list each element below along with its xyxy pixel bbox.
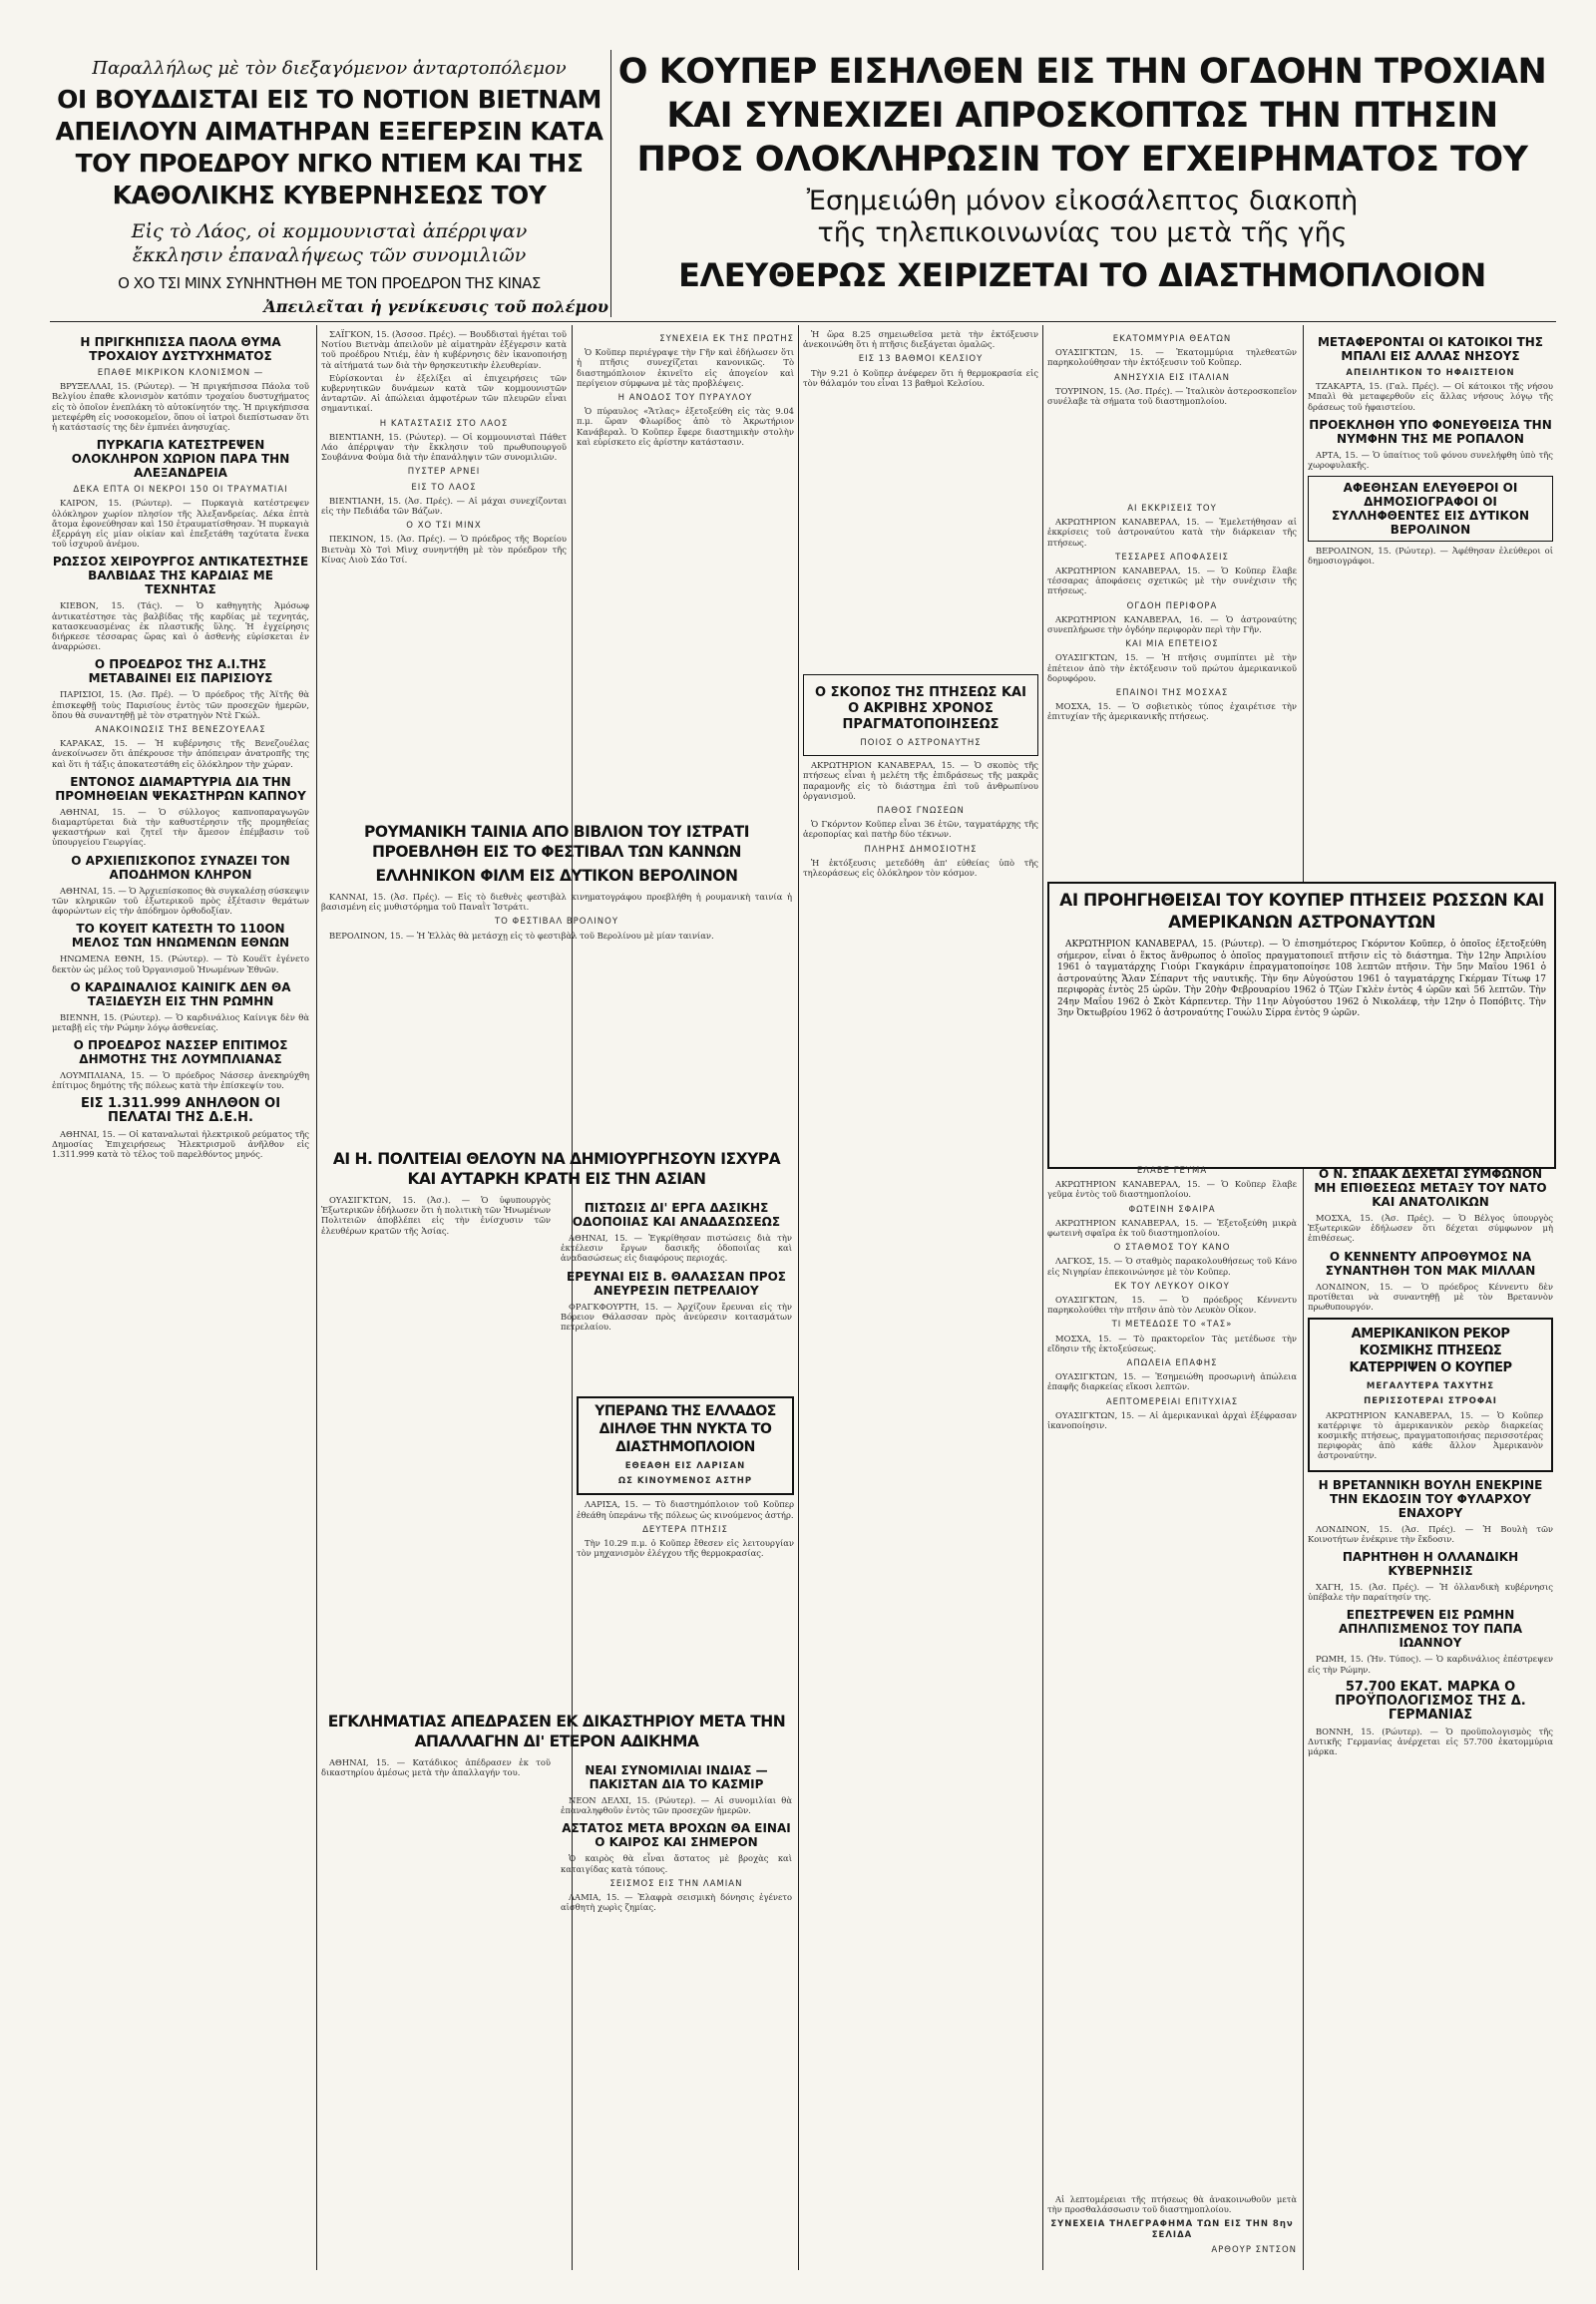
main-headline-block [613,50,1551,317]
article-subheadline: ΣΕΙΣΜΟΣ ΕΙΣ ΤΗΝ ΛΑΜΙΑΝ [609,1878,743,1889]
article-headline: Ο Ν. ΣΠΑΑΚ ΔΕΧΕΤΑΙ ΣΥΜΦΩΝΟΝ ΜΗ ΕΠΙΘΕΣΕΩΣ ΜΕΤΑΞΥ ΤΟΥ ΝΑΤΟ ΚΑΙ ΑΝΑΤΟΛΙΚΩΝ [1314,1167,1547,1209]
article-body: ΚΑΝΝΑΙ, 15. (Ἀσ. Πρές). — Εἰς τὸ διεθνὲς φεστιβὰλ κινηματογράφου προεβλήθη ἡ ρουμανικὴ ταινία ἡ βασισμένη εἰς μυθιστόρημα τοῦ Παναῒτ Ἰστράτι. [321,892,792,913]
article-body: ΤΖΑΚΑΡΤΑ, 15. (Γαλ. Πρές). — Οἱ κάτοικοι τῆς νήσου Μπαλὶ θὰ μεταφερθοῦν εἰς ἄλλας νήσους λόγῳ τῆς δράσεως τοῦ ἡφαιστείου. [1308,381,1553,412]
headline-divider [610,50,611,317]
article-headline: Η ΠΡΙΓΚΗΠΙΣΣΑ ΠΑΟΛΑ ΘΥΜΑ ΤΡΟΧΑΙΟΥ ΔΥΣΤΥΧΗΜΑΤΟΣ [80,335,281,363]
article-body: ΑΘΗΝΑΙ, 15. — Ἐγκρίθησαν πιστώσεις διὰ τὴν ἐκτέλεσιν ἔργων δασικῆς ὁδοποιΐας καὶ ἀναδασώσεως εἰς διαφόρους περιοχάς. [561,1233,792,1264]
article-subheadline: ΕΘΕΑΘΗ ΕΙΣ ΛΑΡΙΣΑΝ [624,1461,746,1471]
article-subheadline: ΤΟ ΦΕΣΤΙΒΑΛ ΒΡΟΛΙΝΟΥ [494,917,619,928]
article-headline: Ο ΑΡΧΙΕΠΙΣΚΟΠΟΣ ΣΥΝΑΖΕΙ ΤΟΝ ΑΠΟΔΗΜΟΝ ΚΛΗΡΟΝ [71,853,290,882]
article-body: ΛΑΓΚΟΣ, 15. — Ὁ σταθμὸς παρακολουθήσεως τοῦ Κάνο εἰς Νιγηρίαν ἐπεκοινώνησε μὲ τὸν Κοῦπερ. [1047,1256,1297,1277]
article-subheadline: ΑΠΩΛΕΙΑ ΕΠΑΦΗΣ [1126,1358,1218,1369]
article-subheadline: Η ΚΑΤΑΣΤΑΣΙΣ ΣΤΟ ΛΑΟΣ [379,418,509,429]
purpose-box [803,674,1038,756]
article-headline: ΠΑΡΗΤΗΘΗ Η ΟΛΛΑΝΔΙΚΗ ΚΥΒΕΡΝΗΣΙΣ [1342,1550,1519,1579]
article-body: Ἡ ἐκτόξευσις μετεδόθη ἀπ' εὐθείας ὑπὸ τῆς τηλεοράσεως εἰς ὁλόκληρον τὸν κόσμον. [803,857,1038,879]
article-body: ΟΥΑΣΙΓΚΤΩΝ, 15. (Ἀσ.). — Ὁ ὑφυπουργὸς Ἐξωτερικῶν ἐδήλωσεν ὅτι ἡ πολιτικὴ τῶν Ἡνωμένων Πολιτειῶν ἀποβλέπει εἰς τὴν ἐνίσχυσιν τῶν ἐλευθέρων κρατῶν τῆς Ἀσίας. [321,1195,551,1236]
record-sub-2: ΠΕΡΙΣΣΟΤΕΡΑΙ ΣΤΡΟΦΑΙ [1364,1396,1497,1407]
article-headline: Ο ΠΡΟΕΔΡΟΣ ΤΗΣ Α.Ι.ΤΗΣ ΜΕΤΑΒΑΙΝΕΙ ΕΙΣ ΠΑΡΙΣΙΟΥΣ [88,657,273,686]
precursors-body: ΑΚΡΩΤΗΡΙΟΝ ΚΑΝΑΒΕΡΑΛ, 15. (Ρώυτερ). — Ὁ ἐπισημότερος Γκόρντον Κοῦπερ, ὁ ὁποῖος ἐξετοξεύθη σήμερον, εἶναι ὁ ἕκτος ἄνθρωπος ὁ ὁποῖος πραγματοποιεῖ πτῆσιν εἰς τὸ διάστημα. Τὴν 12ην Ἀπριλίου 1961 ὁ ταγματάρχης Γιούρι Γκαγκάριν ἐπραγματοποίησε 108 λεπτῶν πτῆσιν. Τὴν 5ην Μαΐου 1961 ὁ ἀστροναύτης Ἄλαν Σέπαρντ τῆς ναυτικῆς. Τὴν 6ην Αὐγούστου 1961 ὁ ταγματάρχης Γκέρμαν Τίτωφ 17 περιφορὰς ἐντὸς 25 ὡρῶν. Τὴν 20ὴν Φεβρουαρίου 1962 ὁ Τζὼν Γκλὲν ἐντὸς 4 ὡρῶν καὶ 56 λεπτῶν. Τὴν 24ην Μαΐου 1962 ὁ Σκὸτ Κάρπεντερ. Τὴν 11ην Αὐγούστου 1962 ὁ Νικολάεφ, τὴν 12ην ὁ Ποπόβιτς. Τὴν 3ην Ὀκτωβρίου 1962 ὁ ἀστροναύτης Γουώλυ Σίρρα ἐντὸς 9 ὡρῶν. [1057,940,1546,1018]
article-headline: Η ΒΡΕΤΑΝΝΙΚΗ ΒΟΥΛΗ ΕΝΕΚΡΙΝΕ ΤΗΝ ΕΚΔΟΣΙΝ ΤΟΥ ΦΥΛΑΡΧΟΥ ΕΝΑΧΟΡΥ [1318,1477,1543,1520]
article-subheadline: ΑΠΕΙΛΗΤΙΚΟΝ ΤΟ ΗΦΑΙΣΤΕΙΟΝ [1346,368,1515,378]
article-body: ΗΝΩΜΕΝΑ ΕΘΝΗ, 15. (Ρώυτερ). — Τὸ Κουέϊτ ἐγένετο δεκτὸν ὡς μέλος τοῦ Ὀργανισμοῦ Ἡνωμένων Ἐθνῶν. [52,954,309,974]
article-headline: ΕΛΛΗΝΙΚΟΝ ΦΙΛΜ ΕΙΣ ΔΥΤΙΚΟΝ ΒΕΡΟΛΙΝΟΝ [375,867,738,885]
column-4-mid [1047,499,1297,888]
column-3-lower [803,674,1038,1572]
article-headline: ΕΓΚΛΗΜΑΤΙΑΣ ΑΠΕΔΡΑΣΕΝ ΕΚ ΔΙΚΑΣΤΗΡΙΟΥ ΜΕΤΑ ΤΗΝ ΑΠΑΛΛΑΓΗΝ ΔΙ' ΕΤΕΡΟΝ ΑΔΙΚΗΜΑ [327,1713,786,1750]
article-body: ΑΚΡΩΤΗΡΙΟΝ ΚΑΝΑΒΕΡΑΛ, 15. — Ὁ Κοῦπερ ἔλαβε τέσσαρας ἀποφάσεις σχετικῶς μὲ τὴν συνέχισιν τῆς πτήσεως. [1047,566,1297,596]
article-subheadline: ΕΙΣ ΤΟ ΛΑΟΣ [411,482,477,493]
article-body: ΒΙΕΝΤΙΑΝΗ, 15. (Ρώυτερ). — Οἱ κομμουνισταὶ Πάθετ Λάο ἀπέρριψαν τὴν ἔκκλησιν τοῦ πρωθυπουργοῦ Σουβάννα Φούμα διὰ τὴν ἐπανάληψιν τῶν συνομιλιῶν. [321,431,567,463]
article-body: ΣΑΪΓΚΟΝ, 15. (Ἀσσοσ. Πρές). — Βουδδισταὶ ἡγέται τοῦ Νοτίου Βιετνὰμ ἀπειλοῦν μὲ αἱματηρὰν ἐξέγερσιν κατὰ τοῦ προέδρου Ντιέμ, ἐὰν ἡ κυβέρνησις δὲν ἱκανοποιήσῃ τὰ αἰτήματά των διὰ τὴν θρησκευτικὴν ἐλευθερίαν. [321,329,567,370]
article-body: Ὁ Κοῦπερ περιέγραψε τὴν Γῆν καὶ ἐδήλωσεν ὅτι ἡ πτῆσις συνεχίζεται κανονικῶς. Τὸ διαστημόπλοιον ἐκινεῖτο εἰς ἀπογείον καὶ περίγειον σύμφωνα μὲ τὰς προβλέψεις. [577,347,794,388]
article-body: ΒΙΕΝΤΙΑΝΗ, 15. (Ἀσ. Πρές). — Αἱ μάχαι συνεχίζονται εἰς τὴν Πεδιάδα τῶν Βάζων. [321,495,567,517]
article-body: ΒΕΡΟΛΙΝΟΝ, 15. (Ρώυτερ). — Ἀφέθησαν ἐλεύθεροι οἱ δημοσιογράφοι. [1308,546,1553,567]
record-box [1308,1318,1553,1471]
article-subheadline: ΔΕΥΤΕΡΑ ΠΤΗΣΙΣ [642,1524,728,1535]
article-subheadline: ΕΠΑΙΝΟΙ ΤΗΣ ΜΟΣΧΑΣ [1115,688,1229,699]
article-body: ΟΥΑΣΙΓΚΤΩΝ, 15. — Αἱ ἀμερικανικαὶ ἀρχαὶ ἐξέφρασαν ἱκανοποίησιν. [1047,1409,1297,1431]
continuation-label: ΣΥΝΕΧΕΙΑ ΤΗΛΕΓΡΑΦΗΜΑ ΤΩΝ ΕΙΣ ΤΗΝ 8ην ΣΕΛΙΔΑ [1050,2219,1294,2240]
article-body: ΛΟΝΔΙΝΟΝ, 15. (Ἀσ. Πρές). — Ἡ Βουλὴ τῶν Κοινοτήτων ἐνέκρινε τὴν ἔκδοσιν. [1308,1523,1553,1544]
article-body: ΑΚΡΩΤΗΡΙΟΝ ΚΑΝΑΒΕΡΑΛ, 15. — Ὁ Κοῦπερ ἔλαβε γεῦμα ἐντὸς τοῦ διαστημοπλοίου. [1047,1179,1297,1200]
article-subheadline: ΟΓΔΟΗ ΠΕΡΙΦΟΡΑ [1126,600,1218,611]
article-subheadline: ΑΝΗΣΥΧΙΑ ΕΙΣ ΙΤΑΛΙΑΝ [1114,372,1230,383]
article-subheadline: Ο ΧΟ ΤΣΙ ΜΙΝΧ [406,521,482,532]
article-body: ΛΟΝΔΙΝΟΝ, 15. — Ὁ πρόεδρος Κέννεντυ δὲν προτίθεται νὰ συναντηθῇ μὲ τὸν Βρεταννὸν πρωθυπουργόν. [1308,1281,1553,1313]
greece-sighting-story [577,1396,794,2274]
article-headline: ΠΡΟΕΚΛΗΘΗ ΥΠΟ ΦΟΝΕΥΘΕΙΣΑ ΤΗΝ ΝΥΜΦΗΝ ΤΗΣ ΜΕ ΡΟΠΑΛΟΝ [1309,417,1552,446]
article-body: ΑΘΗΝΑΙ, 15. — Ὁ σύλλογος καπνοπαραγωγῶν διαμαρτύρεται διὰ τὴν καθυστέρησιν τῆς προμηθείας ψεκαστήρων καὶ ζητεῖ τὴν ἄμεσον ἐπέμβασιν τοῦ ὑπουργείου Γεωργίας. [52,806,309,848]
article-body: ΜΟΣΧΑ, 15. (Ἀσ. Πρές). — Ὁ Βέλγος ὑπουργὸς Ἐξωτερικῶν ἐδήλωσεν ὅτι δέχεται σύμφωνον μὴ ἐπιθέσεως. [1308,1213,1553,1244]
article-subheadline: ΚΑΙ ΜΙΑ ΕΠΕΤΕΙΟΣ [1125,639,1219,650]
article-body: Ὁ Γκόρντον Κοῦπερ εἶναι 36 ἐτῶν, ταγματάρχης τῆς ἀεροπορίας καὶ πατὴρ δύο τέκνων. [803,819,1038,840]
lead-headline: ΟΙ ΒΟΥΔΔΙΣΤΑΙ ΕΙΣ ΤΟ ΝΟΤΙΟΝ ΒΙΕΤΝΑΜ ΑΠΕΙΛΟΥΝ ΑΙΜΑΤΗΡΑΝ ΕΞΕΓΕΡΣΙΝ ΚΑΤΑ ΤΟΥ ΠΡΟΕΔΡΟΥ ΝΓΚΟ ΝΤΙΕΜ ΚΑΙ ΤΗΣ ΚΑΘΟΛΙΚΗΣ ΚΥΒΕΡΝΗΣΕΩΣ ΤΟΥ [55,85,603,209]
article-body: ΝΕΟΝ ΔΕΛΧΙ, 15. (Ρώυτερ). — Αἱ συνομιλίαι θὰ ἐπαναληφθοῦν ἐντὸς τῶν προσεχῶν ἡμερῶν. [561,1795,792,1816]
precursors-headline: ΑΙ ΠΡΟΗΓΗΘΕΙΣΑΙ ΤΟΥ ΚΟΥΠΕΡ ΠΤΗΣΕΙΣ ΡΩΣΣΩΝ ΚΑΙ ΑΜΕΡΙΚΑΝΩΝ ΑΣΤΡΟΝΑΥΤΩΝ [1059,891,1544,933]
article-subheadline: ΩΣ ΚΙΝΟΥΜΕΝΟΣ ΑΣΤΗΡ [617,1476,753,1487]
precursors-box [1047,882,1556,1169]
column-5 [1047,329,1297,499]
article-headline: ΥΠΕΡΑΝΩ ΤΗΣ ΕΛΛΑΔΟΣ ΔΙΗΛΘΕ ΤΗΝ ΝΥΚΤΑ ΤΟ ΔΙΑΣΤΗΜΟΠΛΟΙΟΝ [595,1403,776,1455]
main-deck-2: τῆς τηλεπικοινωνίας του μετὰ τῆς γῆς [817,217,1348,248]
article-headline: Ο ΚΕΝΝΕΝΤΥ ΑΠΡΟΘΥΜΟΣ ΝΑ ΣΥΝΑΝΤΗΘΗ ΤΟΝ ΜΑΚ ΜΙΛΛΑΝ [1325,1249,1536,1278]
article-body: ΤΟΥΡΙΝΟΝ, 15. (Ἀσ. Πρές). — Ἰταλικὸν ἀστεροσκοπεῖον συνέλαβε τὰ σήματα τοῦ διαστημοπλοίου. [1047,385,1297,407]
article-body: ΑΘΗΝΑΙ, 15. — Οἱ καταναλωταὶ ἠλεκτρικοῦ ρεύματος τῆς Δημοσίας Ἐπιχειρήσεως Ἠλεκτρισμοῦ ἀνῆλθον εἰς 1.311.999 κατὰ τὸ τέλος τοῦ παρελθόντος μηνός. [52,1128,309,1159]
article-headline: ΜΕΤΑΦΕΡΟΝΤΑΙ ΟΙ ΚΑΤΟΙΚΟΙ ΤΗΣ ΜΠΑΛΙ ΕΙΣ ΑΛΛΑΣ ΝΗΣΟΥΣ [1317,335,1543,363]
article-body: Τὴν 9.21 ὁ Κοῦπερ ἀνέφερεν ὅτι ἡ θερμοκρασία εἰς τὸν θάλαμόν του εἶναι 13 βαθμοὶ Κελσίου. [803,367,1038,388]
column-rule [1042,325,1043,2270]
article-body: Τὴν 10.29 π.μ. ὁ Κοῦπερ ἔθεσεν εἰς λειτουργίαν τὸν μηχανισμὸν ἐλέγχου τῆς θερμοκρασίας. [577,1538,794,1559]
column-4-lower [1047,1161,1297,2268]
article-subheadline: ΤΕΣΣΑΡΕΣ ΑΠΟΦΑΣΕΙΣ [1115,552,1229,563]
headline-bottom-rule [50,321,1556,322]
article-headline: ΡΟΥΜΑΝΙΚΗ ΤΑΙΝΙΑ ΑΠΟ ΒΙΒΛΙΟΝ ΤΟΥ ΙΣΤΡΑΤΙ ΠΡΟΕΒΛΗΘΗ ΕΙΣ ΤΟ ΦΕΣΤΙΒΑΛ ΤΩΝ ΚΑΝΝΩΝ [363,823,749,861]
article-body: ΟΥΑΣΙΓΚΤΩΝ, 15. — Ἐσημειώθη προσωρινὴ ἀπώλεια ἐπαφῆς διαρκείας εἴκοσι λεπτῶν. [1047,1371,1297,1392]
article-headline: Ο ΚΑΡΔΙΝΑΛΙΟΣ ΚΑΙΝΙΓΚ ΔΕΝ ΘΑ ΤΑΞΙΔΕΥΣΗ ΕΙΣ ΤΗΝ ΡΩΜΗΝ [70,979,291,1008]
column-rule [798,325,799,2270]
article-headline: ΕΙΣ 1.311.999 ΑΝΗΛΘΟΝ ΟΙ ΠΕΛΑΤΑΙ ΤΗΣ Δ.Ε.Η. [80,1095,281,1125]
record-headline: ΑΜΕΡΙΚΑΝΙΚΟΝ ΡΕΚΟΡ ΚΟΣΜΙΚΗΣ ΠΤΗΣΕΩΣ ΚΑΤΕΡΡΙΨΕΝ Ο ΚΟΥΠΕΡ [1349,1327,1512,1376]
lead-kicker: Παραλλήλως μὲ τὸν διεξαγόμενον ἀνταρτοπόλεμον [92,58,567,79]
continuation-label: ΣΥΝΕΧΕΙΑ ΕΚ ΤΗΣ ΠΡΩΤΗΣ [659,334,794,344]
article-subheadline: ΑΕΠΤΟΜΕΡΕΙΑΙ ΕΠΙΤΥΧΙΑΣ [1105,1396,1239,1407]
article-subheadline: ΦΩΤΕΙΝΗ ΣΦΑΙΡΑ [1128,1204,1216,1215]
main-deck-3: ΕΛΕΥΘΕΡΩΣ ΧΕΙΡΙΖΕΤΑΙ ΤΟ ΔΙΑΣΤΗΜΟΠΛΟΙΟΝ [678,256,1486,294]
article-subheadline: ΠΟΙΟΣ Ο ΑΣΤΡΟΝΑΥΤΗΣ [860,738,982,748]
article-subheadline: ΠΛΗΡΗΣ ΔΗΜΟΣΙΟΤΗΣ [864,844,978,855]
article-headline: ΝΕΑΙ ΣΥΝΟΜΙΛΙΑΙ ΙΝΔΙΑΣ — ΠΑΚΙΣΤΑΝ ΔΙΑ ΤΟ ΚΑΣΜΙΡ [585,1763,768,1791]
article-headline: ΕΡΕΥΝΑΙ ΕΙΣ Β. ΘΑΛΑΣΣΑΝ ΠΡΟΣ ΑΝΕΥΡΕΣΙΝ ΠΕΤΡΕΛΑΙΟΥ [567,1269,786,1298]
article-body: ΛΟΥΜΠΛΙΑΝΑ, 15. — Ὁ πρόεδρος Νάσσερ ἀνεκηρύχθη ἐπίτιμος δημότης τῆς πόλεως κατὰ τὴν ἐπίσκεψίν του. [52,1070,309,1091]
column-6-lower [1308,1161,1553,2268]
article-subheadline: ΕΚΑΤΟΜΜΥΡΙΑ ΘΕΑΤΩΝ [1112,334,1232,344]
article-body: ΒΙΕΝΝΗ, 15. (Ρώυτερ). — Ὁ καρδινάλιος Καίνιγκ δὲν θὰ μεταβῇ εἰς τὴν Ρώμην λόγῳ ἀσθενείας. [52,1011,309,1032]
column-rule [316,325,317,2270]
article-subheadline: ΑΙ ΕΚΚΡΙΣΕΙΣ ΤΟΥ [1127,504,1217,514]
article-body: Αἱ λεπτομέρειαι τῆς πτήσεως θὰ ἀνακοινωθοῦν μετὰ τὴν προσθαλάσσωσιν τοῦ διαστημοπλοίου. [1047,2194,1297,2215]
article-body: ΠΑΡΙΣΙΟΙ, 15. (Ἀσ. Πρέ). — Ὁ πρόεδρος τῆς Ἀϊτῆς θὰ ἐπισκεφθῇ τοὺς Παρισίους ἐντὸς τῶν προσεχῶν ἡμερῶν, ὅπου θὰ συναντηθῇ μὲ τὸν στρατηγὸν Ντὲ Γκώλ. [52,689,309,720]
article-headline: ΑΣΤΑΤΟΣ ΜΕΤΑ ΒΡΟΧΩΝ ΘΑ ΕΙΝΑΙ Ο ΚΑΙΡΟΣ ΚΑΙ ΣΗΜΕΡΟΝ [562,1821,791,1850]
article-body: ΡΩΜΗ, 15. (Ἡν. Τύπος). — Ὁ καρδινάλιος ἐπέστρεψεν εἰς τὴν Ρώμην. [1308,1654,1553,1675]
article-body: ΑΘΗΝΑΙ, 15. — Ὁ Ἀρχιεπίσκοπος θὰ συγκαλέσῃ σύσκεψιν τῶν κληρικῶν τοῦ ἐξωτερικοῦ πρὸς ἐξέτασιν θεμάτων ἀφορώντων εἰς τὴν ἀπόδημον ὀρθοδοξίαν. [52,885,309,917]
article-subheadline: ΕΙΣ 13 ΒΑΘΜΟΙ ΚΕΛΣΙΟΥ [858,354,984,365]
article-headline: ΤΟ ΚΟΥΕΙΤ ΚΑΤΕΣΤΗ ΤΟ 110ΟΝ ΜΕΛΟΣ ΤΩΝ ΗΝΩΜΕΝΩΝ ΕΘΝΩΝ [71,922,290,951]
lead-deck-3: Ἀπειλεῖται ἡ γενίκευσις τοῦ πολέμου [263,297,608,316]
article-body: ΟΥΑΣΙΓΚΤΩΝ, 15. — Ὁ πρόεδρος Κέννεντυ παρηκολούθει τὴν πτῆσιν ἀπὸ τὸν Λευκὸν Οἶκον. [1047,1295,1297,1316]
article-body: ΑΚΡΩΤΗΡΙΟΝ ΚΑΝΑΒΕΡΑΛ, 15. — Ἐξετοξεύθη μικρὰ φωτεινὴ σφαῖρα ἐκ τοῦ διαστημοπλοίου. [1047,1217,1297,1239]
article-headline: ΑΦΕΘΗΣΑΝ ΕΛΕΥΘΕΡΟΙ ΟΙ ΔΗΜΟΣΙΟΓΡΑΦΟΙ ΟΙ ΣΥΛΛΗΦΘΕΝΤΕΣ ΕΙΣ ΔΥΤΙΚΟΝ ΒΕΡΟΛΙΝΟΝ [1331,481,1530,538]
article-body: ΒΡΥΞΕΛΛΑΙ, 15. (Ρώυτερ). — Ἡ πριγκήπισσα Πάολα τοῦ Βελγίου ἐπαθε κλονισμὸν κατόπιν τροχαίου δυστυχήματος εἰς τὸ ὁποῖον ἐνεπλάκη τὸ αὐτοκίνητόν της. Ἡ πριγκήπισσα μετεφέρθη εἰς νοσοκομεῖον, ὅπου οἱ ἰατροὶ διεπίστωσαν ὅτι ἡ κατάστασίς της δὲν ἐμπνέει ἀνησυχίας. [52,381,309,433]
article-subheadline: ΤΙ ΜΕΤΕΔΩΣΕ ΤΟ «ΤΑΣ» [1111,1320,1233,1331]
article-body: ΑΘΗΝΑΙ, 15. — Κατάδικος ἀπέδρασεν ἐκ τοῦ δικαστηρίου ἀμέσως μετὰ τὴν ἀπαλλαγήν του. [321,1757,551,1778]
record-sub: ΜΕΓΑΛΥΤΕΡΑ ΤΑΧΥΤΗΣ [1366,1381,1495,1392]
article-subheadline: ΠΑΘΟΣ ΓΝΩΣΕΩΝ [877,806,965,817]
article-body: ΛΑΜΙΑ, 15. — Ἐλαφρὰ σεισμικὴ δόνησις ἐγένετο αἰσθητὴ χωρὶς ζημίας. [561,1892,792,1913]
article-body: ΑΚΡΩΤΗΡΙΟΝ ΚΑΝΑΒΕΡΑΛ, 16. — Ὁ ἀστροναύτης συνεπλήρωσε τὴν ὀγδόην περιφορὰν περὶ τὴν Γῆν. [1047,613,1297,635]
article-subheadline: ΔΕΚΑ ΕΠΤΑ ΟΙ ΝΕΚΡΟΙ 150 ΟΙ ΤΡΑΥΜΑΤΙΑΙ [73,485,288,496]
article-body: ΚΑΙΡΟΝ, 15. (Ρώυτερ). — Πυρκαγιὰ κατέστρεψεν ὁλόκληρον χωρίον πλησίον τῆς Ἀλεξανδρείας. Δέκα ἑπτὰ ἄτομα ἐφονεύθησαν καὶ 150 ἐτραυματίσθησαν. Ἡ πυρκαγιὰ ἐξερράγη εἰς μίαν οἰκίαν καὶ ἐπεξετάθη ταχύτατα ἕνεκα τοῦ ἰσχυροῦ ἀνέμου. [52,498,309,550]
article-headline: ΕΝΤΟΝΟΣ ΔΙΑΜΑΡΤΥΡΙΑ ΔΙΑ ΤΗΝ ΠΡΟΜΗΘΕΙΑΝ ΨΕΚΑΣΤΗΡΩΝ ΚΑΠΝΟΥ [55,774,306,803]
article-subheadline: ΠΥΣΤΕΡ ΑΡΝΕΙ [407,467,481,478]
column-4 [803,329,1038,668]
column-3 [577,329,794,808]
lead-deck: Εἰς τὸ Λάος, οἱ κομμουνισταὶ ἀπέρριψαν ἔκκλησιν ἐπαναλήψεως τῶν συνομιλιῶν [131,220,528,266]
article-headline: Ο ΠΡΟΕΔΡΟΣ ΝΑΣΣΕΡ ΕΠΙΤΙΜΟΣ ΔΗΜΟΤΗΣ ΤΗΣ ΛΟΥΜΠΛΙΑΝΑΣ [73,1038,288,1067]
article-body: ΟΥΑΣΙΓΚΤΩΝ, 15. — Ἑκατομμύρια τηλεθεατῶν παρηκολούθησαν τὴν ἐκτόξευσιν τοῦ Κοῦπερ. [1047,347,1297,368]
article-body: ΠΕΚΙΝΟΝ, 15. (Ἀσ. Πρές). — Ὁ πρόεδρος τῆς Βορείου Βιετνὰμ Χὸ Τσὶ Μὶνχ συνηντήθη μὲ τὸν πρόεδρον τῆς Κίνας Λιοὺ Σάο Τσί. [321,534,567,565]
article-body: ΒΟΝΝΗ, 15. (Ρώυτερ). — Ὁ προϋπολογισμὸς τῆς Δυτικῆς Γερμανίας ἀνέρχεται εἰς 57.700 ἑκατομμύρια μάρκα. [1308,1726,1553,1757]
article-body: ΧΑΓΗ, 15. (Ἀσ. Πρές). — Ἡ ὁλλανδικὴ κυβέρνησις ὑπέβαλε τὴν παραίτησίν της. [1308,1582,1553,1603]
article-subheadline: ΑΝΑΚΟΙΝΩΣΙΣ ΤΗΣ ΒΕΝΕΖΟΥΕΛΑΣ [95,725,266,736]
article-body: ΦΡΑΓΚΦΟΥΡΤΗ, 15. — Ἀρχίζουν ἔρευναι εἰς τὴν Βόρειον Θάλασσαν πρὸς ἀνεύρεσιν κοιτασμάτων πετρελαίου. [561,1301,792,1333]
main-headline: Ο ΚΟΥΠΕΡ ΕΙΣΗΛΘΕΝ ΕΙΣ ΤΗΝ ΟΓΔΟΗΝ ΤΡΟΧΙΑΝ ΚΑΙ ΣΥΝΕΧΙΖΕΙ ΑΠΡΟΣΚΟΠΤΩΣ ΤΗΝ ΠΤΗΣΙΝ ΠΡΟΣ ΟΛΟΚΛΗΡΩΣΙΝ ΤΟΥ ΕΓΧΕΙΡΗΜΑΤΟΣ ΤΟΥ [617,52,1547,180]
column-rule [1303,325,1304,2270]
article-subheadline: ΕΛΑΒΕ ΓΕΥΜΑ [1136,1166,1208,1176]
article-headline: Ο ΣΚΟΠΟΣ ΤΗΣ ΠΤΗΣΕΩΣ ΚΑΙ Ο ΑΚΡΙΒΗΣ ΧΡΟΝΟΣ ΠΡΑΓΜΑΤΟΠΟΙΗΣΕΩΣ [815,685,1026,732]
article-headline: 57.700 ΕΚΑΤ. ΜΑΡΚΑ Ο ΠΡΟΫΠΟΛΟΓΙΣΜΟΣ ΤΗΣ Δ. ΓΕΡΜΑΝΙΑΣ [1335,1679,1526,1723]
byline: ΑΡΘΟΥΡ ΣΝΤΣΟΝ [1211,2244,1297,2255]
column-6 [1308,329,1553,878]
record-body: ΑΚΡΩΤΗΡΙΟΝ ΚΑΝΑΒΕΡΑΛ, 15. — Ὁ Κοῦπερ κατέρριψε τὸ ἀμερικανικὸν ρεκὸρ διαρκείας κοσμικῆς πτήσεως, πραγματοποιήσας περισσοτέρας περιφορὰς ἀπὸ κάθε ἄλλον Ἀμερικανὸν ἀστροναύτην. [1318,1409,1543,1461]
article-headline: ΠΥΡΚΑΓΙΑ ΚΑΤΕΣΤΡΕΨΕΝ ΟΛΟΚΛΗΡΟΝ ΧΩΡΙΟΝ ΠΑΡΑ ΤΗΝ ΑΛΕΞΑΝΔΡΕΙΑ [71,438,290,481]
main-deck-1: Ἐσημειώθη μόνον εἰκοσάλεπτος διακοπὴ [806,186,1359,216]
article-body: Ἡ ὥρα 8.25 σημειωθεῖσα μετὰ τὴν ἐκτόξευσιν ἀνεκοινώθη ὅτι ἡ πτῆσις διεξάγεται ὁμαλῶς. [803,329,1038,350]
article-headline: ΕΠΕΣΤΡΕΨΕΝ ΕΙΣ ΡΩΜΗΝ ΑΠΗΛΠΙΣΜΕΝΟΣ ΤΟΥ ΠΑΠΑ ΙΩΑΝΝΟΥ [1338,1608,1523,1651]
lead-headline-block [50,58,608,327]
article-body: Ὁ πύραυλος «Ἄτλας» ἐξετοξεύθη εἰς τὰς 9.04 π.μ. ὥραν Φλωρίδος ἀπὸ τὸ Ἀκρωτήριον Κανάβεραλ. Ὁ Κοῦπερ ἔφερε διαστημικὴν στολὴν καὶ εὑρίσκετο εἰς ἀρίστην κατάστασιν. [577,406,794,447]
article-body: ΒΕΡΟΛΙΝΟΝ, 15. — Ἡ Ἑλλὰς θὰ μετάσχῃ εἰς τὸ φεστιβὰλ τοῦ Βερολίνου μὲ μίαν ταινίαν. [329,930,714,941]
article-body: ΜΟΣΧΑ, 15. — Τὸ πρακτορεῖον Τὰς μετέδωσε τὴν εἴδησιν τῆς ἐκτοξεύσεως. [1047,1333,1297,1353]
article-headline: ΡΩΣΣΟΣ ΧΕΙΡΟΥΡΓΟΣ ΑΝΤΙΚΑΤΕΣΤΗΣΕ ΒΑΛΒΙΔΑΣ ΤΗΣ ΚΑΡΔΙΑΣ ΜΕ ΤΕΧΝΗΤΑΣ [52,555,309,597]
berlin-box [1308,476,1553,542]
article-subheadline: ΕΚ ΤΟΥ ΛΕΥΚΟΥ ΟΙΚΟΥ [1114,1281,1230,1292]
article-headline: ΠΙΣΤΩΣΙΣ ΔΙ' ΕΡΓΑ ΔΑΣΙΚΗΣ ΟΔΟΠΟΙΙΑΣ ΚΑΙ ΑΝΑΔΑΣΩΣΕΩΣ [572,1201,781,1229]
article-headline: ΑΙ Η. ΠΟΛΙΤΕΙΑΙ ΘΕΛΟΥΝ ΝΑ ΔΗΜΙΟΥΡΓΗΣΟΥΝ ΙΣΧΥΡΑ ΚΑΙ ΑΥΤΑΡΚΗ ΚΡΑΤΗ ΕΙΣ ΤΗΝ ΑΣΙΑΝ [332,1150,781,1188]
lead-deck-2: Ο ΧΟ ΤΣΙ ΜΙΝΧ ΣΥΝΗΝΤΗΘΗ ΜΕ ΤΟΝ ΠΡΟΕΔΡΟΝ ΤΗΣ ΚΙΝΑΣ [118,274,541,292]
article-subheadline: ΕΠΑΘΕ ΜΙΚΡΙΚΟΝ ΚΛΟΝΙΣΜΟΝ — [97,368,264,378]
article-body: ΚΙΕΒΟΝ, 15. (Τάς). — Ὁ καθηγητὴς Ἀμόσωφ ἀντικατέστησε τὰς βαλβίδας τῆς καρδίας μὲ τεχνητάς, κατασκευασμένας ἐκ πλαστικῆς ὕλης. Ἡ ἐγχείρησις διήρκεσε τέσσαρας ὥρας καὶ ὁ ἀσθενὴς εὑρίσκεται ἐν ἀναρρώσει. [52,600,309,652]
column-1 [52,329,309,2274]
article-body: ΑΚΡΩΤΗΡΙΟΝ ΚΑΝΑΒΕΡΑΛ, 15. — Ὁ σκοπὸς τῆς πτήσεως εἶναι ἡ μελέτη τῆς ἐπιδράσεως τῆς μακρᾶς παραμονῆς εἰς τὸ διάστημα ἐπὶ τοῦ ἀνθρωπίνου ὀργανισμοῦ. [803,760,1038,801]
article-body: ΑΚΡΩΤΗΡΙΟΝ ΚΑΝΑΒΕΡΑΛ, 15. — Ἐμελετήθησαν αἱ ἐκκρίσεις τοῦ ἀστροναύτου κατὰ τὴν διάρκειαν τῆς πτήσεως. [1047,517,1297,548]
greece-sighting-box [577,1396,794,1495]
article-body: ΑΡΤΑ, 15. — Ὁ ὑπαίτιος τοῦ φόνου συνελήφθη ὑπὸ τῆς χωροφυλακῆς. [1308,449,1553,471]
article-subheadline: Η ΑΝΟΔΟΣ ΤΟΥ ΠΥΡΑΥΛΟΥ [617,393,753,404]
article-body: Ὁ καιρὸς θὰ εἶναι ἄστατος μὲ βροχὰς καὶ καταιγίδας κατὰ τόπους. [561,1853,792,1874]
romanian-film-story [321,822,792,1191]
article-subheadline: Ο ΣΤΑΘΜΟΣ ΤΟΥ ΚΑΝΟ [1113,1243,1231,1254]
article-body: ΟΥΑΣΙΓΚΤΩΝ, 15. — Ἡ πτῆσις συμπίπτει μὲ τὴν ἐπέτειον ἀπὸ τὴν ἐκτόξευσιν τοῦ πρώτου ἀμερικανικοῦ δορυφόρου. [1047,652,1297,683]
column-5-bottom [1047,2194,1297,2274]
article-body: ΛΑΡΙΣΑ, 15. — Τὸ διαστημόπλοιον τοῦ Κοῦπερ ἐθεάθη ὑπεράνω τῆς πόλεως ὡς κινούμενος ἀστήρ. [577,1499,794,1520]
article-body: ΜΟΣΧΑ, 15. — Ὁ σοβιετικὸς τύπος ἐχαιρέτισε τὴν ἐπιτυχίαν τῆς ἀμερικανικῆς πτήσεως. [1047,701,1297,722]
article-body: Εὐρίσκονται ἐν ἐξελίξει αἱ ἐπιχειρήσεις τῶν κυβερνητικῶν δυνάμεων κατὰ τῶν κομμουνιστῶν ἀνταρτῶν. Αἱ ἀπώλειαι ἀμφοτέρων τῶν πλευρῶν εἶναι σημαντικαί. [321,372,567,414]
article-body: ΚΑΡΑΚΑΣ, 15. — Ἡ κυβέρνησις τῆς Βενεζουέλας ἀνεκοίνωσεν ὅτι ἀπέκρουσε τὴν ἀπόπειραν ἀνατροπῆς της καὶ ὅτι ἡ τάξις ἀποκατεστάθη εἰς ὁλόκληρον τὴν χώραν. [52,738,309,769]
